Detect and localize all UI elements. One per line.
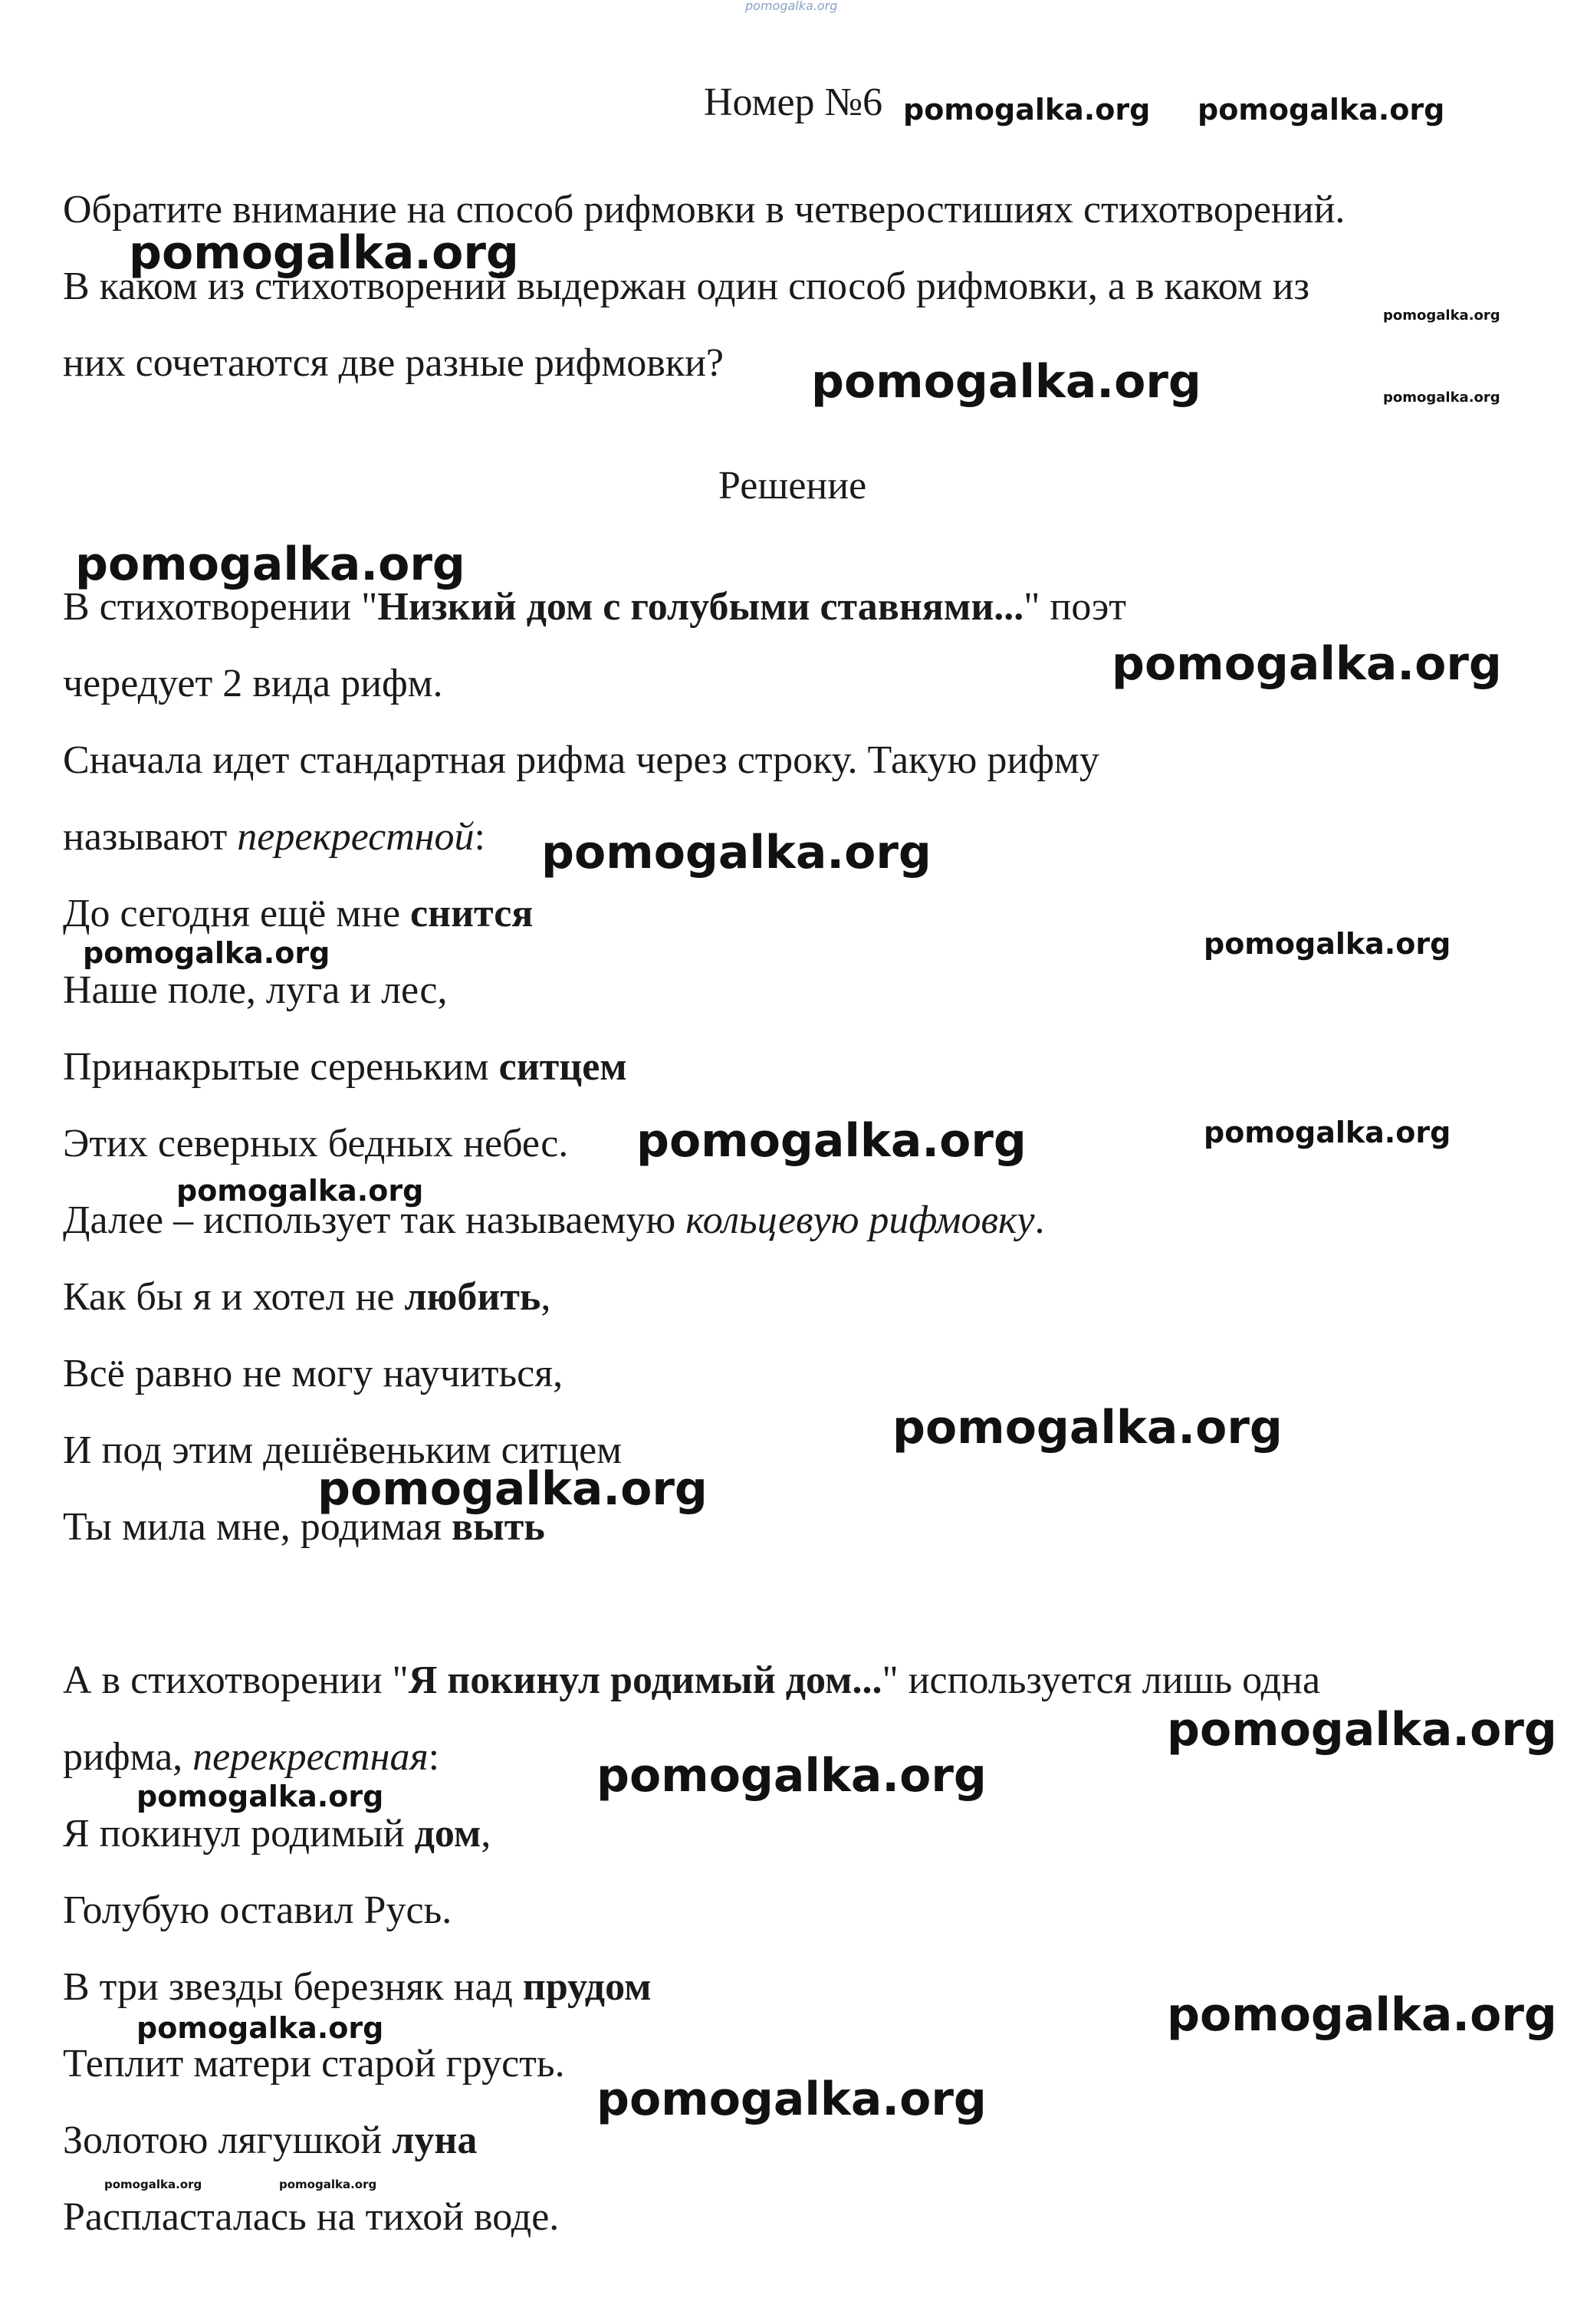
page-title: Номер №6	[704, 81, 883, 124]
task-line-2: В каком из стихотворений выдержан один способ рифмовки, а в каком из	[63, 265, 1309, 308]
poem-2-line-1: Как бы я и хотел не любить,	[63, 1275, 551, 1319]
watermark: pomogalka.org	[317, 1462, 708, 1516]
task-line-3: них сочетаются две разные рифмовки?	[63, 341, 724, 385]
paragraph-4-line-2: рифма, перекрестная:	[63, 1735, 440, 1779]
paragraph-4-line-1: А в стихотворении "Я покинул родимый дом..." используется лишь одна	[63, 1658, 1321, 1702]
paragraph-1-line-1: В стихотворении "Низкий дом с голубыми ставнями..." поэт	[63, 585, 1127, 629]
watermark: pomogalka.org	[1204, 1116, 1451, 1149]
watermark: pomogalka.org	[596, 2073, 987, 2126]
watermark: pomogalka.org	[903, 93, 1151, 127]
poem-1-line-1: До сегодня ещё мне снится	[63, 892, 534, 935]
poem-3-line-2: Голубую оставил Русь.	[63, 1888, 452, 1932]
watermark: pomogalka.org	[1167, 1988, 1557, 2042]
paragraph-2-line-2: называют перекрестной:	[63, 815, 485, 859]
watermark: pomogalka.org	[176, 1174, 424, 1208]
term-cross-rhyme: перекрестной	[237, 815, 475, 859]
task-line-1: Обратите внимание на способ рифмовки в четверостишиях стихотворений.	[63, 188, 1346, 232]
watermark: pomogalka.org	[129, 226, 519, 280]
watermark: pomogalka.org	[75, 537, 465, 591]
poem-2-line-2: Всё равно не могу научиться,	[63, 1352, 564, 1395]
watermark: pomogalka.org	[279, 2178, 377, 2191]
poem-title-2: Я покинул родимый дом...	[408, 1658, 882, 1702]
term-ring-rhyme: кольцевую рифмовку	[685, 1198, 1035, 1242]
paragraph-1-line-2: чередует 2 вида рифм.	[63, 662, 443, 705]
watermark: pomogalka.org	[811, 355, 1201, 409]
poem-1-line-4: Этих северных бедных небес.	[63, 1122, 569, 1165]
watermark: pomogalka.org	[636, 1114, 1027, 1168]
poem-2-line-3: И под этим дешёвеньким ситцем	[63, 1428, 623, 1472]
watermark: pomogalka.org	[104, 2178, 202, 2191]
poem-1-line-3: Принакрытые сереньким ситцем	[63, 1045, 627, 1089]
watermark: pomogalka.org	[136, 1780, 384, 1813]
watermark: pomogalka.org	[1383, 390, 1500, 406]
poem-3-line-4: Теплит матери старой грусть.	[63, 2042, 565, 2086]
solution-heading: Решение	[718, 464, 867, 508]
watermark: pomogalka.org	[83, 936, 330, 970]
watermark: pomogalka.org	[596, 1749, 987, 1803]
watermark: pomogalka.org	[136, 2011, 384, 2045]
poem-3-line-5: Золотою лягушкой луна	[63, 2119, 478, 2162]
poem-1-line-2: Наше поле, луга и лес,	[63, 968, 448, 1012]
poem-3-line-1: Я покинул родимый дом,	[63, 1812, 491, 1856]
paragraph-2-line-1: Сначала идет стандартная рифма через строку. Такую рифму	[63, 738, 1099, 782]
watermark: pomogalka.org	[745, 0, 838, 13]
poem-3-line-3: В три звезды березняк над прудом	[63, 1965, 652, 2009]
watermark: pomogalka.org	[541, 826, 932, 879]
term-cross-rhyme-2: перекрестная	[192, 1735, 429, 1779]
poem-title-1: Низкий дом с голубыми ставнями...	[377, 585, 1024, 629]
watermark: pomogalka.org	[1383, 307, 1500, 324]
watermark: pomogalka.org	[892, 1401, 1283, 1455]
watermark: pomogalka.org	[1112, 637, 1502, 691]
paragraph-3: Далее – использует так называемую кольцевую рифмовку.	[63, 1198, 1045, 1242]
watermark: pomogalka.org	[1198, 93, 1445, 127]
watermark: pomogalka.org	[1167, 1703, 1557, 1757]
poem-2-line-4: Ты мила мне, родимая выть	[63, 1505, 545, 1549]
poem-3-line-6: Распласталась на тихой воде.	[63, 2195, 560, 2239]
watermark: pomogalka.org	[1204, 927, 1451, 961]
